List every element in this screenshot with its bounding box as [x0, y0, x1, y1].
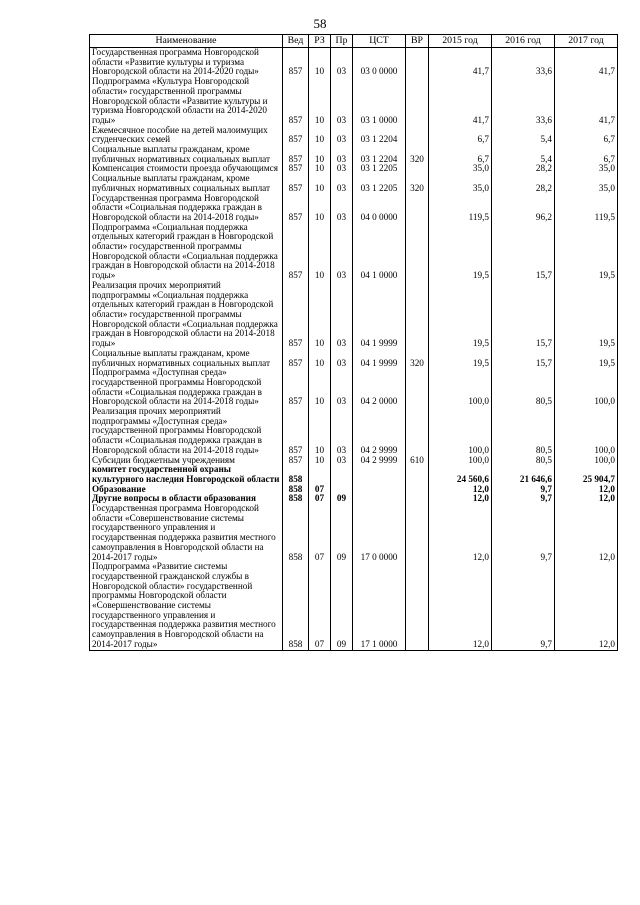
cell-rz: 10	[309, 145, 331, 164]
cell-pr: 03	[331, 164, 353, 174]
cell-2016: 15,7	[492, 349, 555, 368]
cell-pr: 03	[331, 77, 353, 126]
budget-table	[89, 34, 618, 651]
cell-pr: 03	[331, 368, 353, 407]
table-row	[90, 281, 618, 349]
cell-2015: 6,7	[429, 126, 492, 145]
cell-vr	[406, 48, 429, 78]
cell-cst: 04 1 9999	[353, 349, 406, 368]
cell-2016: 15,7	[492, 223, 555, 281]
cell-2017: 41,7	[555, 77, 618, 126]
cell-rz: 07	[309, 485, 331, 495]
cell-vr	[406, 407, 429, 456]
cell-name: Социальные выплаты гражданам, кроме публичных нормативных социальных выплат	[90, 145, 283, 164]
cell-2016: 9,7	[492, 494, 555, 504]
cell-cst: 04 1 0000	[353, 223, 406, 281]
cell-rz: 10	[309, 174, 331, 193]
cell-name: комитет государственной охраны культурного наследия Новгородской области	[90, 465, 283, 484]
cell-2017: 12,0	[555, 562, 618, 650]
cell-2017: 35,0	[555, 174, 618, 193]
cell-pr: 09	[331, 562, 353, 650]
cell-2015: 19,5	[429, 281, 492, 349]
cell-rz: 07	[309, 504, 331, 562]
table-row	[90, 174, 618, 193]
cell-rz: 10	[309, 407, 331, 456]
cell-name: Другие вопросы в области образования	[90, 494, 283, 504]
cell-ved: 857	[283, 194, 309, 223]
table-row	[90, 407, 618, 456]
cell-name: Подпрограмма «Развитие системы государственной гражданской службы в Новгородской области» государственной программы Новгородской области «Совершенствование системы государственного управления и государственная поддержка развития местного самоуправления в Новгородской области на 2014-2017 годы»	[90, 562, 283, 650]
table-row	[90, 194, 618, 223]
cell-2016: 5,4	[492, 145, 555, 164]
cell-2017: 100,0	[555, 368, 618, 407]
cell-2015: 35,0	[429, 164, 492, 174]
table-row	[90, 77, 618, 126]
cell-vr	[406, 562, 429, 650]
cell-cst: 04 0 0000	[353, 194, 406, 223]
cell-ved: 857	[283, 349, 309, 368]
cell-2015: 119,5	[429, 194, 492, 223]
cell-ved: 857	[283, 407, 309, 456]
cell-ved: 858	[283, 562, 309, 650]
column-header-vr: ВР	[406, 35, 429, 48]
cell-rz: 10	[309, 281, 331, 349]
cell-ved: 857	[283, 281, 309, 349]
cell-2015: 24 560,6	[429, 465, 492, 484]
column-header-2016: 2016 год	[492, 35, 555, 48]
cell-ved: 857	[283, 126, 309, 145]
cell-pr: 03	[331, 126, 353, 145]
cell-vr	[406, 368, 429, 407]
cell-2017: 19,5	[555, 281, 618, 349]
cell-pr: 09	[331, 504, 353, 562]
cell-2015: 41,7	[429, 48, 492, 78]
cell-ved: 858	[283, 494, 309, 504]
cell-vr	[406, 465, 429, 484]
table-body	[90, 48, 618, 651]
cell-2017: 35,0	[555, 164, 618, 174]
cell-2016: 5,4	[492, 126, 555, 145]
column-header-2017: 2017 год	[555, 35, 618, 48]
cell-2017: 119,5	[555, 194, 618, 223]
cell-vr	[406, 223, 429, 281]
cell-2017: 41,7	[555, 48, 618, 78]
table-row	[90, 145, 618, 164]
cell-pr: 03	[331, 407, 353, 456]
cell-cst: 03 0 0000	[353, 48, 406, 78]
cell-cst: 04 1 9999	[353, 281, 406, 349]
cell-2016: 9,7	[492, 562, 555, 650]
cell-2016: 80,5	[492, 368, 555, 407]
cell-2016: 28,2	[492, 164, 555, 174]
cell-cst: 17 1 0000	[353, 562, 406, 650]
cell-name: Ежемесячное пособие на детей малоимущих студенческих семей	[90, 126, 283, 145]
cell-cst: 03 1 2205	[353, 174, 406, 193]
cell-cst: 17 0 0000	[353, 504, 406, 562]
cell-2017: 100,0	[555, 407, 618, 456]
cell-pr	[331, 465, 353, 484]
cell-ved: 857	[283, 145, 309, 164]
cell-2017: 19,5	[555, 349, 618, 368]
cell-cst: 04 2 0000	[353, 368, 406, 407]
cell-vr	[406, 494, 429, 504]
cell-ved: 858	[283, 504, 309, 562]
cell-2016: 80,5	[492, 456, 555, 466]
cell-rz: 10	[309, 456, 331, 466]
cell-2015: 100,0	[429, 368, 492, 407]
cell-rz: 10	[309, 223, 331, 281]
cell-vr	[406, 77, 429, 126]
cell-2016: 33,6	[492, 48, 555, 78]
cell-ved: 857	[283, 456, 309, 466]
cell-cst: 04 2 9999	[353, 456, 406, 466]
cell-vr: 320	[406, 145, 429, 164]
cell-2016: 15,7	[492, 281, 555, 349]
cell-name: Государственная программа Новгородской области «Социальная поддержка граждан в Новгородской области на 2014-2018 годы»	[90, 194, 283, 223]
cell-cst: 03 1 2205	[353, 164, 406, 174]
cell-cst	[353, 485, 406, 495]
cell-2015: 12,0	[429, 562, 492, 650]
cell-name: Реализация прочих мероприятий подпрограммы «Доступная среда» государственной программы Новгородской области «Социальная поддержка граждан в Новгородской области на 2014-2018 годы»	[90, 407, 283, 456]
cell-2015: 41,7	[429, 77, 492, 126]
cell-2017: 12,0	[555, 485, 618, 495]
cell-cst: 03 1 2204	[353, 126, 406, 145]
cell-ved: 857	[283, 77, 309, 126]
table-row	[90, 349, 618, 368]
cell-ved: 857	[283, 164, 309, 174]
cell-vr: 610	[406, 456, 429, 466]
cell-name: Социальные выплаты гражданам, кроме публичных нормативных социальных выплат	[90, 349, 283, 368]
cell-2016: 9,7	[492, 485, 555, 495]
cell-2015: 19,5	[429, 223, 492, 281]
cell-rz	[309, 465, 331, 484]
cell-2015: 19,5	[429, 349, 492, 368]
cell-rz: 07	[309, 562, 331, 650]
cell-name: Реализация прочих мероприятий подпрограммы «Социальная поддержка отдельных категорий граждан в Новгородской области» государственной программы Новгородской области «Социальная поддержка граждан в Новгородской области на 2014-2018 годы»	[90, 281, 283, 349]
cell-pr: 03	[331, 145, 353, 164]
cell-name: Подпрограмма «Социальная поддержка отдельных категорий граждан в Новгородской области» государственной программы Новгородской области «Социальная поддержка граждан в Новгородской области на 2014-2018 годы»	[90, 223, 283, 281]
column-header-pr: Пр	[331, 35, 353, 48]
cell-pr: 03	[331, 223, 353, 281]
cell-rz: 10	[309, 164, 331, 174]
cell-cst: 04 2 9999	[353, 407, 406, 456]
page-number: 58	[313, 16, 327, 31]
cell-ved: 857	[283, 174, 309, 193]
cell-2017: 100,0	[555, 456, 618, 466]
cell-2015: 100,0	[429, 407, 492, 456]
table-row	[90, 368, 618, 407]
cell-cst: 03 1 2204	[353, 145, 406, 164]
cell-2016: 33,6	[492, 77, 555, 126]
cell-rz: 10	[309, 77, 331, 126]
cell-2015: 12,0	[429, 485, 492, 495]
cell-name: Государственная программа Новгородской области «Развитие культуры и туризма Новгородской области на 2014-2020 годы»	[90, 48, 283, 78]
table-row	[90, 48, 618, 78]
cell-2016: 96,2	[492, 194, 555, 223]
cell-2017: 12,0	[555, 504, 618, 562]
cell-vr	[406, 281, 429, 349]
cell-2016: 21 646,6	[492, 465, 555, 484]
cell-ved: 857	[283, 223, 309, 281]
table-row	[90, 562, 618, 650]
cell-vr: 320	[406, 174, 429, 193]
cell-vr	[406, 504, 429, 562]
cell-rz: 10	[309, 349, 331, 368]
cell-name: Компенсация стоимости проезда обучающимся	[90, 164, 283, 174]
cell-2015: 6,7	[429, 145, 492, 164]
cell-name: Образование	[90, 485, 283, 495]
column-header-rz: РЗ	[309, 35, 331, 48]
cell-2017: 12,0	[555, 494, 618, 504]
cell-pr: 03	[331, 349, 353, 368]
cell-ved: 857	[283, 48, 309, 78]
cell-2015: 12,0	[429, 494, 492, 504]
table-row	[90, 223, 618, 281]
cell-cst	[353, 494, 406, 504]
cell-vr: 320	[406, 349, 429, 368]
cell-2015: 100,0	[429, 456, 492, 466]
cell-pr: 09	[331, 494, 353, 504]
cell-ved: 857	[283, 368, 309, 407]
cell-2017: 25 904,7	[555, 465, 618, 484]
column-header-cst: ЦСТ	[353, 35, 406, 48]
cell-pr: 03	[331, 48, 353, 78]
cell-ved: 858	[283, 465, 309, 484]
cell-pr: 03	[331, 456, 353, 466]
table-row	[90, 126, 618, 145]
cell-cst: 03 1 0000	[353, 77, 406, 126]
cell-rz: 10	[309, 126, 331, 145]
cell-name: Подпрограмма «Культура Новгородской области» государственной программы Новгородской области «Развитие культуры и туризма Новгородской области на 2014-2020 годы»	[90, 77, 283, 126]
cell-vr	[406, 164, 429, 174]
cell-rz: 07	[309, 494, 331, 504]
cell-2016: 28,2	[492, 174, 555, 193]
cell-rz: 10	[309, 48, 331, 78]
cell-name: Государственная программа Новгородской области «Совершенствование системы государственного управления и государственная поддержка развития местного самоуправления в Новгородской области на 2014-2017 годы»	[90, 504, 283, 562]
cell-rz: 10	[309, 368, 331, 407]
cell-vr	[406, 126, 429, 145]
cell-2016: 9,7	[492, 504, 555, 562]
cell-2015: 35,0	[429, 174, 492, 193]
cell-rz: 10	[309, 194, 331, 223]
table-row	[90, 465, 618, 484]
cell-pr: 03	[331, 174, 353, 193]
cell-name: Социальные выплаты гражданам, кроме публичных нормативных социальных выплат	[90, 174, 283, 193]
cell-2016: 80,5	[492, 407, 555, 456]
table-header	[90, 35, 618, 48]
column-header-ved: Вед	[283, 35, 309, 48]
cell-vr	[406, 485, 429, 495]
column-header-2015: 2015 год	[429, 35, 492, 48]
table-row	[90, 504, 618, 562]
cell-pr: 03	[331, 281, 353, 349]
cell-pr: 03	[331, 194, 353, 223]
cell-2017: 6,7	[555, 126, 618, 145]
column-header-name: Наименование	[90, 35, 283, 48]
cell-2017: 19,5	[555, 223, 618, 281]
cell-ved: 858	[283, 485, 309, 495]
cell-name: Подпрограмма «Доступная среда» государственной программы Новгородской области «Социальная поддержка граждан в Новгородской области на 2014-2018 годы»	[90, 368, 283, 407]
cell-2017: 6,7	[555, 145, 618, 164]
cell-cst	[353, 465, 406, 484]
cell-vr	[406, 194, 429, 223]
cell-name: Субсидии бюджетным учреждениям	[90, 456, 283, 466]
cell-2015: 12,0	[429, 504, 492, 562]
